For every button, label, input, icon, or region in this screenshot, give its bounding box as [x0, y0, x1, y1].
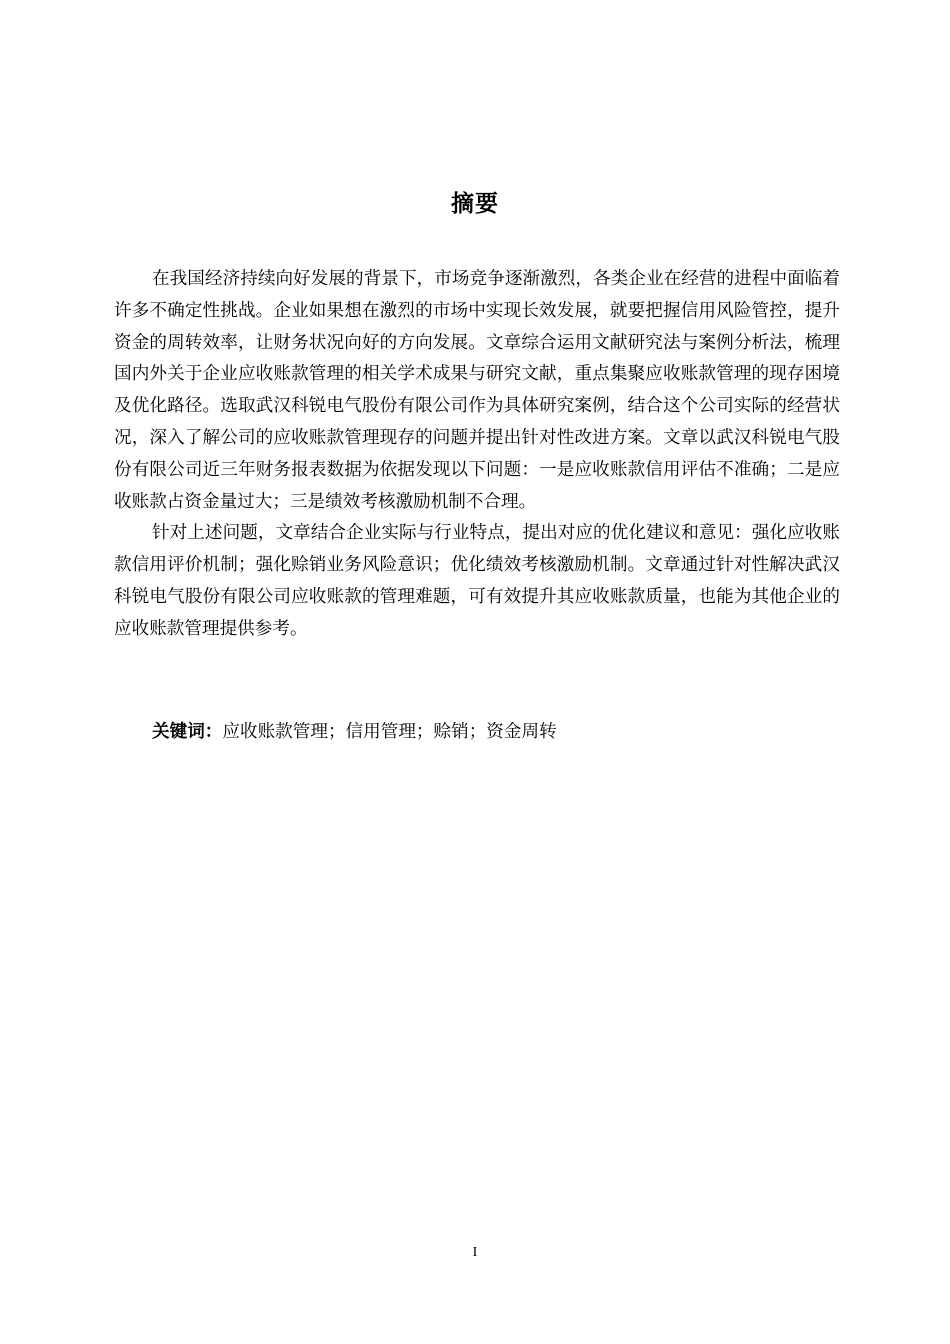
- keywords-text: 应收账款管理；信用管理；赊销；资金周转: [222, 722, 557, 742]
- abstract-title: 摘要: [451, 191, 499, 217]
- abstract-paragraph-1: 在我国经济持续向好发展的背景下，市场竞争逐渐激烈，各类企业在经营的进程中面临着许多不确定性挑战。企业如果想在激烈的市场中实现长效发展，就要把握信用风险管控，提升资金的周转效率，让财务状况向好的方向发展。文章综合运用文献研究法与案例分析法，梳理国内外关于企业应收账款管理的相关学术成果与研究文献，重点集聚应收账款管理的现存困境及优化路径。选取武汉科锐电气股份有限公司作为具体研究案例，结合这个公司实际的经营状况，深入了解公司的应收账款管理现存的问题并提出针对性改进方案。文章以武汉科锐电气股份有限公司近三年财务报表数据为依据发现以下问题：一是应收账款信用评估不准确；二是应收账款占资金量过大；三是绩效考核激励机制不合理。: [114, 269, 840, 512]
- abstract-body: [114, 264, 840, 646]
- abstract-paragraph-2: 针对上述问题，文章结合企业实际与行业特点，提出对应的优化建议和意见：强化应收账款信用评价机制；强化赊销业务风险意识；优化绩效考核激励机制。文章通过针对性解决武汉科锐电气股份有限公司应收账款的管理难题，可有效提升其应收账款质量，也能为其他企业的应收账款管理提供参考。: [114, 523, 840, 639]
- page-number: I: [472, 1245, 478, 1260]
- keywords-line: [152, 716, 842, 748]
- keywords-label: 关键词：: [152, 722, 223, 742]
